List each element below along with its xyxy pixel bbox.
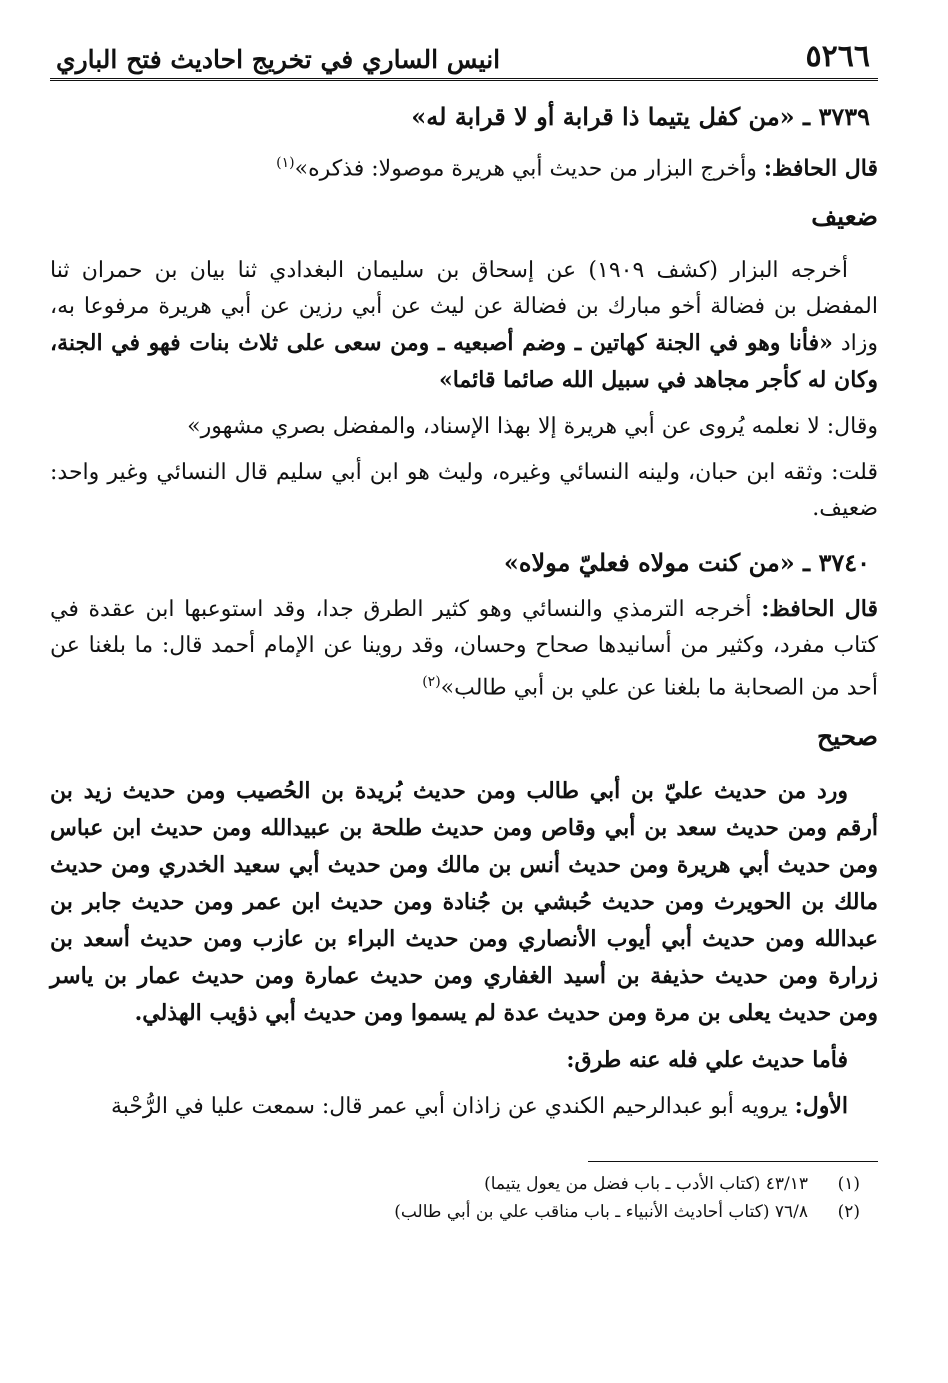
- footnote-number: (٢): [837, 1201, 860, 1222]
- grade-label: ضعيف: [811, 202, 878, 232]
- hadith-title-3740: ٣٧٤٠ ـ «من كنت مولاه فعليّ مولاه»: [503, 548, 870, 578]
- hafiz-statement: [50, 591, 878, 706]
- footnote-number: (١): [837, 1173, 860, 1194]
- first-route-text: يرويه أبو عبدالرحيم الكندي عن زاذان أبي عمر قال: سمعت عليا في الرُّحْبة: [110, 1093, 795, 1119]
- page-number: ٥٢٦٦: [805, 39, 870, 74]
- qala-label: وقال:: [826, 414, 878, 440]
- takhrij-addition: «فأنا وهو في الجنة كهاتين ـ وضم أصبعيه ـ ومن سعى على ثلاث بنات فهو في الجنة، وكان له كأجر مجاهد في سبيل الله صائما قائما»: [50, 330, 878, 394]
- takhrij-text: أخرجه البزار (كشف ١٩٠٩) عن إسحاق بن سليمان البغدادي ثنا بيان بن حمران ثنا المفضل بن فضالة أخو مبارك بن فضالة عن ليث عن أبي رزين عن أبي هريرة مرفوعا به، وزاد: [50, 258, 879, 357]
- first-route-paragraph: [50, 1088, 878, 1125]
- qultu-label: قلت:: [831, 460, 878, 486]
- qultu-text: وثقه ابن حبان، ولينه النسائي وغيره، وليث هو ابن أبي سليم قال النسائي وغير واحد: ضعيف.: [50, 460, 878, 522]
- grade-label: صحيح: [816, 721, 878, 751]
- footnote: [50, 1198, 860, 1226]
- hadith-title-3739: ٣٧٣٩ ـ «من كفل يتيما ذا قرابة أو لا قرابة له»: [411, 102, 870, 131]
- book-title: انيس الساري في تخريج احاديث فتح الباري: [56, 45, 501, 74]
- ali-routes-intro: فأما حديث علي فله عنه طرق:: [566, 1046, 848, 1073]
- first-route-label: الأول:: [794, 1092, 848, 1119]
- footnote-text: ٧٦/٨ (كتاب أحاديث الأنبياء ـ باب مناقب علي بن أبي طالب): [394, 1201, 808, 1222]
- footnote-text: ٤٣/١٣ (كتاب الأدب ـ باب فضل من يعول يتيما): [484, 1173, 808, 1194]
- takhrij-paragraph: [50, 253, 878, 399]
- footnote-ref: (٢): [422, 674, 441, 691]
- qala-paragraph: [50, 409, 878, 445]
- hafiz-text: أخرجه الترمذي والنسائي وهو كثير الطرق جدا، وقد استوعبها ابن عقدة في كتاب مفرد، وكثير من أسانيدها صحاح وحسان، وقد روينا عن الإمام أحمد قال: ما بلغنا عن أحد من الصحابة ما بلغنا عن علي بن أبي طالب»: [50, 597, 878, 701]
- hafiz-label: قال الحافظ:: [761, 596, 878, 623]
- qala-text: لا نعلمه يُروى عن أبي هريرة إلا بهذا الإسناد، والمفضل بصري مشهور»: [187, 414, 827, 440]
- footnote: [50, 1170, 860, 1198]
- running-header: [50, 22, 878, 81]
- footnote-divider: [588, 1161, 878, 1162]
- footnote-ref: (١): [276, 155, 295, 171]
- main-text: [50, 99, 878, 1125]
- routes-paragraph: ورد من حديث عليّ بن أبي طالب ومن حديث بُريدة بن الحُصيب ومن حديث زيد بن أرقم ومن حديث سعد بن أبي وقاص ومن حديث طلحة بن عبيدالله ومن حديث ابن عباس ومن حديث أبي هريرة ومن حديث أنس بن مالك ومن حديث أبي سعيد الخدري ومن حديث مالك بن الحويرث ومن حديث حُبشي بن جُنادة ومن حديث ابن عمر ومن حديث جابر بن عبدالله ومن حديث أبي أيوب الأنصاري ومن حديث البراء بن عازب ومن حديث أسعد بن زرارة ومن حديث حذيفة بن أسيد الغفاري ومن حديث عمارة ومن حديث عمار بن ياسر ومن حديث يعلى بن مرة ومن حديث عدة لم يسموا ومن حديث أبي ذؤيب الهذلي.: [50, 777, 878, 1026]
- hafiz-text: وأخرج البزار من حديث أبي هريرة موصولا: فذكره»: [294, 156, 764, 182]
- qultu-paragraph: [50, 455, 878, 527]
- hafiz-statement: [50, 145, 878, 187]
- hafiz-label: قال الحافظ:: [763, 155, 878, 182]
